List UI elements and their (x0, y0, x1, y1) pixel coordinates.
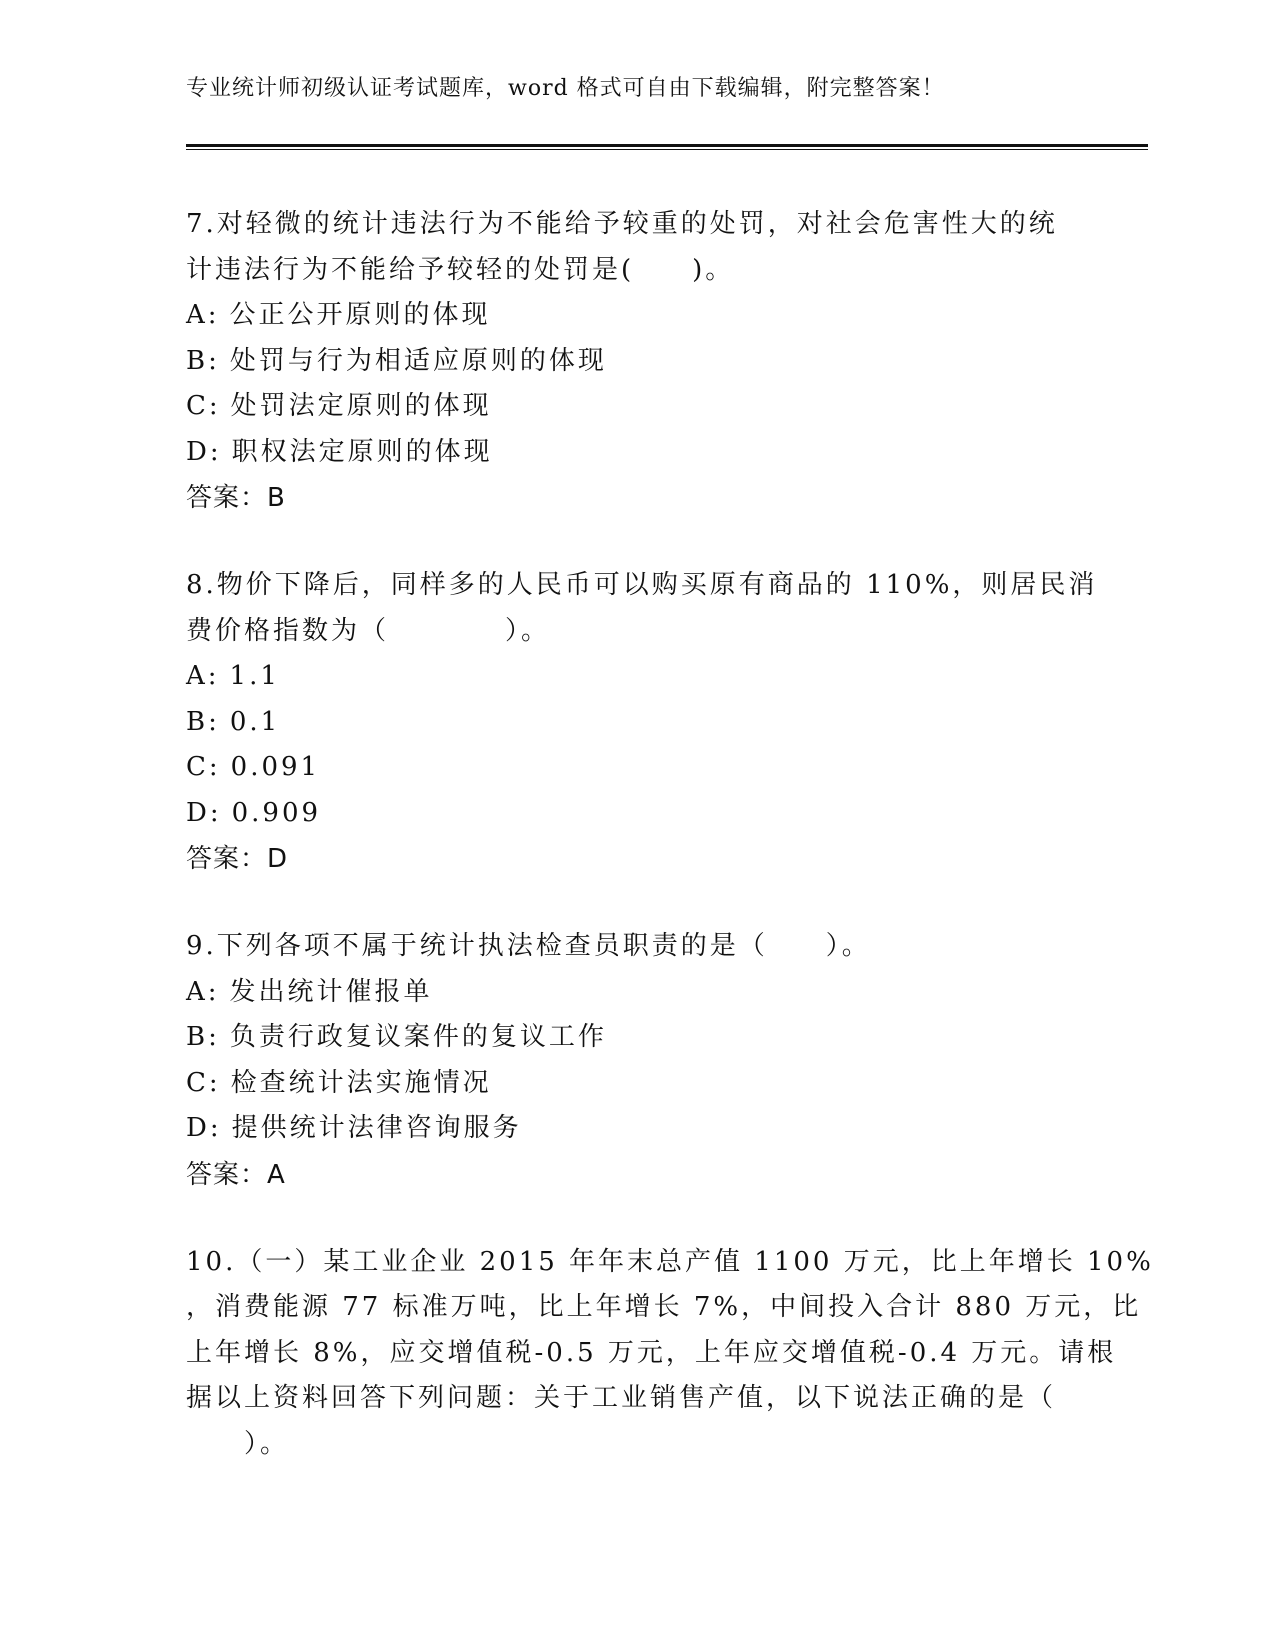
option-a (186, 293, 1086, 339)
question-stem-line: 10.（一）某工业企业 2015 年年末总产值 1100 万元，比上年增长 10% (186, 1246, 1154, 1277)
question-list (186, 202, 1154, 1509)
option-letter: C: (186, 1067, 221, 1098)
option-b (186, 700, 1086, 746)
option-b (186, 1015, 1086, 1061)
option-letter: C: (186, 391, 221, 421)
question-stem-line: 据以上资料回答下列问题：关于工业销售产值，以下说法正确的是（ (186, 1383, 1057, 1413)
question-7 (186, 202, 1086, 521)
question-stem-line: ）。 (186, 1428, 290, 1459)
option-text: 处罚与行为相适应原则的体现 (229, 345, 607, 376)
option-d (186, 430, 1086, 476)
option-b (186, 339, 1086, 385)
question-stem-line: ，消费能源 77 标准万吨，比上年增长 7%，中间投入合计 880 万元，比 (186, 1292, 1142, 1322)
option-text: 处罚法定原则的体现 (230, 391, 492, 421)
option-text: 1.1 (229, 661, 280, 691)
option-a (186, 970, 1086, 1016)
option-letter: B: (186, 1022, 220, 1052)
option-text: 0.091 (230, 752, 321, 782)
question-stem-line: 费价格指数为（ ）。 (186, 615, 551, 646)
option-letter: D: (186, 436, 222, 467)
option-d (186, 791, 1086, 837)
option-letter: B: (186, 706, 220, 737)
option-c (186, 1061, 1086, 1107)
option-letter: A: (186, 300, 220, 330)
question-stem-line: 7.对轻微的统计违法行为不能给予较重的处罚，对社会危害性大的统 (186, 209, 1058, 239)
question-stem-line: 9.下列各项不属于统计执法检查员职责的是（ ）。 (186, 931, 871, 961)
question-stem-line: 8.物价下降后，同样多的人民币可以购买原有商品的 110%，则居民消 (186, 570, 1098, 600)
option-text: 职权法定原则的体现 (231, 436, 493, 467)
option-text: 负责行政复议案件的复议工作 (229, 1022, 607, 1052)
answer-label: 答案：B (186, 483, 286, 513)
option-letter: A: (186, 976, 220, 1007)
option-d (186, 1106, 1086, 1152)
option-text: 检查统计法实施情况 (230, 1067, 492, 1098)
question-10 (186, 1240, 1154, 1468)
header-rule-thin (186, 149, 1148, 150)
option-a (186, 654, 1086, 700)
option-text: 0.909 (231, 797, 322, 828)
option-c (186, 745, 1086, 791)
option-text: 发出统计催报单 (229, 976, 433, 1007)
option-text: 提供统计法律咨询服务 (231, 1113, 522, 1143)
option-c (186, 384, 1086, 430)
option-letter: D: (186, 797, 222, 828)
option-text: 公正公开原则的体现 (229, 300, 491, 330)
option-letter: A: (186, 661, 220, 691)
answer-label: 答案：A (186, 1159, 286, 1190)
question-9 (186, 924, 1086, 1198)
question-8 (186, 563, 1098, 882)
answer-label: 答案：D (186, 844, 289, 874)
question-stem-line: 上年增长 8%，应交增值税-0.5 万元，上年应交增值税-0.4 万元。请根 (186, 1337, 1117, 1368)
option-letter: B: (186, 345, 220, 376)
option-text: 0.1 (229, 706, 281, 737)
header-rule-thick (186, 144, 1148, 147)
option-letter: C: (186, 752, 221, 782)
page-header-text: 专业统计师初级认证考试题库，word 格式可自由下载编辑，附完整答案！ (186, 76, 945, 101)
option-letter: D: (186, 1113, 222, 1143)
question-stem-line: 计违法行为不能给予较轻的处罚是( )。 (186, 254, 735, 285)
